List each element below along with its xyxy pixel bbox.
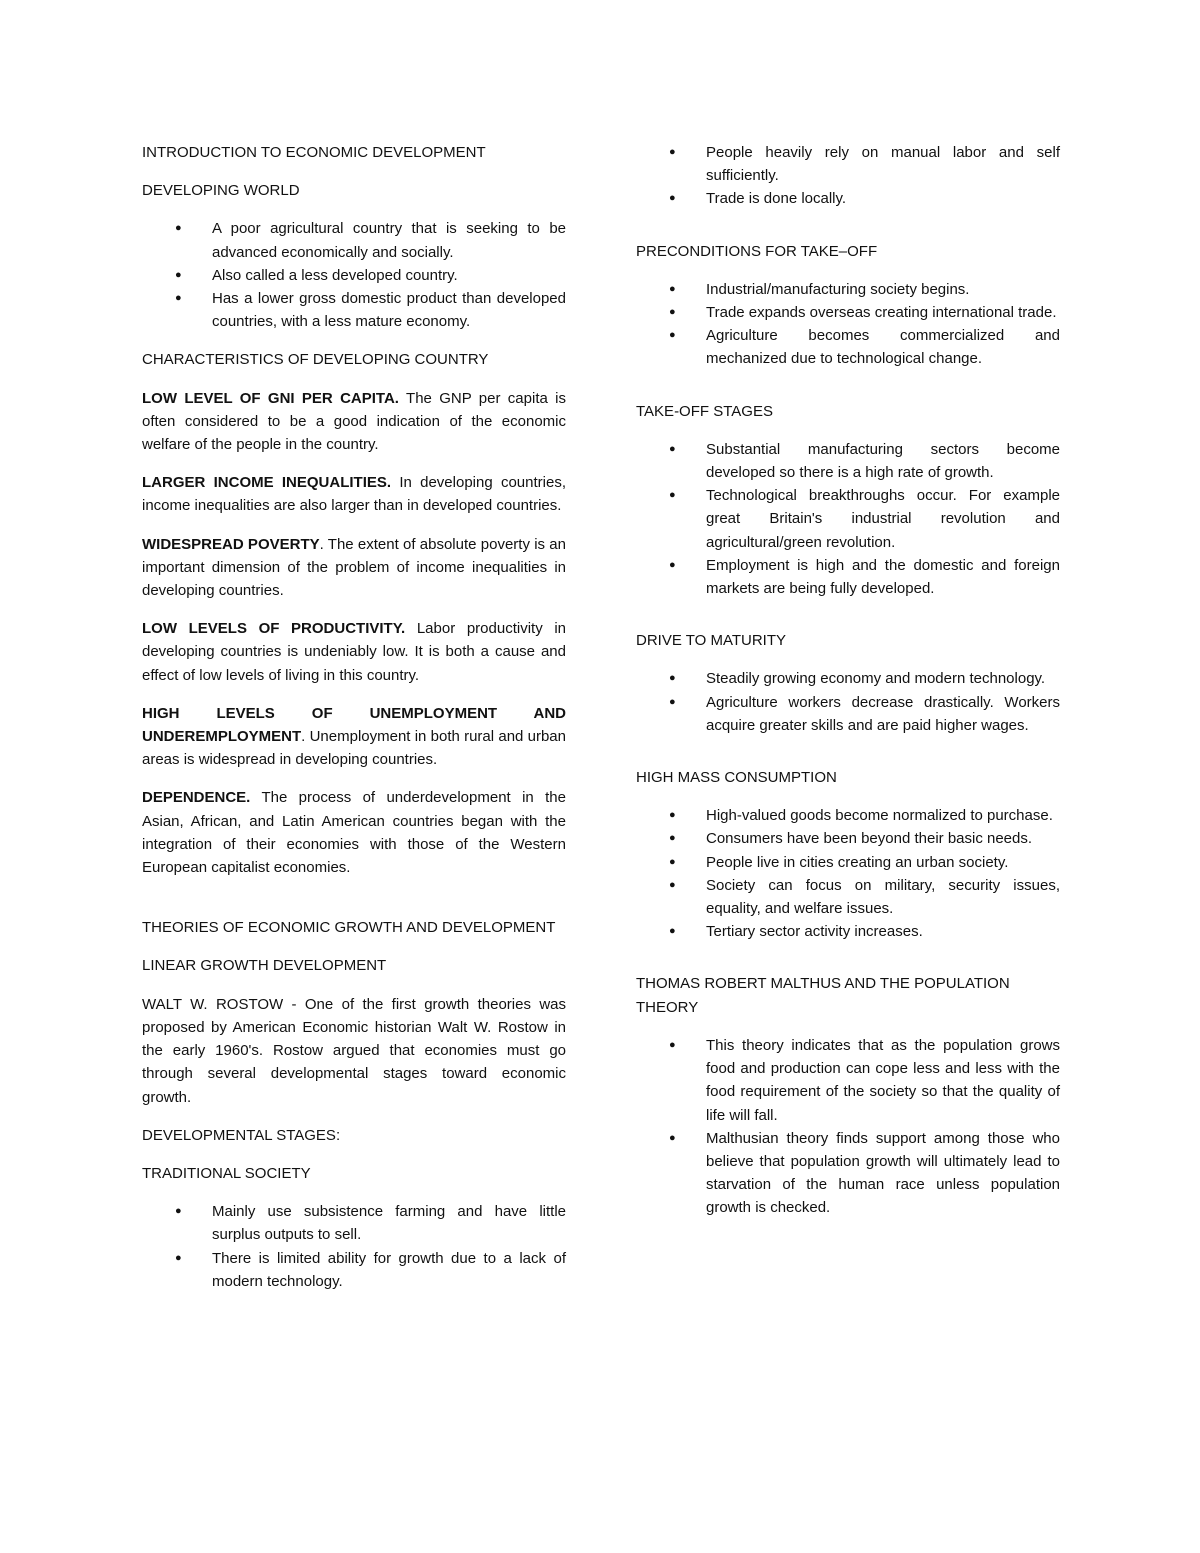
list-item-text: Mainly use subsistence farming and have little surplus outputs to sell. [212,1203,566,1244]
list-item [636,804,1060,827]
right-column [636,141,1060,1235]
list-item [636,1034,1060,1127]
list-item-text: A poor agricultural country that is seeking to be advanced economically and socially. [212,220,566,261]
bullet-icon: ● [669,832,676,845]
bullet-icon: ● [175,292,182,305]
list-item [636,827,1060,850]
rostow-paragraph [142,993,566,1109]
bullet-icon: ● [175,1205,182,1218]
list-item-text: Substantial manufacturing sectors become developed so there is a high rate of growth. [706,440,1060,482]
bullet-icon: ● [669,878,676,891]
characteristic-term: HIGH LEVELS OF UNEMPLOYMENT AND UNDEREMPLOYMENT [142,704,566,746]
list-item [636,141,1060,187]
characteristic-text: . The extent of absolute poverty is an important dimension of the problem of income inequalities in developing countries. [142,535,566,600]
list-item-text: People heavily rely on manual labor and self sufficiently. [706,144,1060,185]
list-item [636,667,1060,690]
list-item-text: High-valued goods become normalized to purchase. [706,807,1053,825]
preconditions-list [636,278,1060,371]
characteristic-term: WIDESPREAD POVERTY [142,535,320,553]
section-spacer [636,752,1060,766]
bullet-icon: ● [669,695,676,708]
characteristic-paragraph [142,471,566,517]
list-item [636,438,1060,484]
list-item-text: Industrial/manufacturing society begins. [706,280,970,298]
bullet-icon: ● [669,672,676,685]
section-spacer [636,615,1060,629]
list-item [636,484,1060,554]
bullet-icon: ● [669,146,676,158]
takeoff-list [636,438,1060,600]
developing-world-list [142,217,566,333]
bullet-icon: ● [669,329,676,342]
list-item-text: Employment is high and the domestic and foreign markets are being fully developed. [706,556,1060,598]
bullet-icon: ● [669,442,676,455]
list-item-text: Agriculture workers decrease drastically. Workers acquire greater skills and are paid higher wages. [706,693,1060,734]
left-column [142,141,566,1308]
malthus-list [636,1034,1060,1220]
traditional-society-list [142,1200,566,1293]
characteristic-text: The GNP per capita is often considered to be a good indication of the economic welfare of the people in the country. [142,389,566,454]
list-item [636,324,1060,370]
theories-heading [142,916,566,939]
list-item-text: People live in cities creating an urban society. [706,853,1009,871]
characteristic-term: LOW LEVEL OF GNI PER CAPITA. [142,389,399,407]
list-item [636,874,1060,920]
rostow-text: - One of the first growth theories was proposed by American Economic historian Walt W. Rostow in the early 1960's. Rostow argued that economies must go through several developmental stages toward economic growth. [142,995,566,1106]
list-item-text: Has a lower gross domestic product than developed countries, with a less mature economy. [212,290,566,331]
takeoff-heading: TAKE-OFF STAGES [636,402,773,420]
section-spacer [636,226,1060,240]
characteristic-term: LARGER INCOME INEQUALITIES. [142,474,392,492]
section-spacer [142,894,566,916]
list-item-text: Technological breakthroughs occur. For example great Britain's industrial revolution and agricultural/green revolution. [706,487,1060,551]
characteristic-text: Labor productivity in developing countries is undeniably low. It is both a cause and effect of low levels of living in this country. [142,620,566,684]
maturity-heading: DRIVE TO MATURITY [636,632,787,650]
section-spacer [636,958,1060,972]
bullet-icon: ● [669,925,676,938]
characteristic-paragraph [142,533,566,603]
list-item-text: Also called a less developed country. [212,266,458,284]
list-item-text: Tertiary sector activity increases. [706,923,923,941]
theories-heading-text: THEORIES OF ECONOMIC GROWTH AND DEVELOPMENT [142,919,556,937]
list-item [142,287,566,333]
bullet-icon: ● [669,489,676,502]
bullet-icon: ● [669,855,676,868]
consumption-heading: HIGH MASS CONSUMPTION [636,769,837,787]
developmental-stages-heading: DEVELOPMENTAL STAGES: [142,1126,341,1144]
characteristic-paragraph [142,387,566,457]
maturity-list [636,667,1060,737]
list-item-text: This theory indicates that as the population grows food and production can cope less and less with the food requirement of the society so that the quality of life will fall. [706,1036,1060,1124]
list-item [636,301,1060,324]
list-item [142,1200,566,1246]
developing-world-heading: DEVELOPING WORLD [142,182,300,200]
bullet-icon: ● [669,1131,676,1144]
list-item-text: Trade is done locally. [706,190,847,208]
list-item-text: Steadily growing economy and modern technology. [706,670,1046,688]
malthus-heading: THOMAS ROBERT MALTHUS AND THE POPULATION THEORY [636,975,1010,1016]
bullet-icon: ● [175,1251,182,1264]
list-item [636,278,1060,301]
characteristic-text: In developing countries, income inequalities are also larger than in developed countries. [142,474,566,515]
list-item-text: Trade expands overseas creating international trade. [706,304,1057,322]
list-item [636,851,1060,874]
list-item [636,920,1060,943]
bullet-icon: ● [175,268,182,281]
characteristic-term: LOW LEVELS OF PRODUCTIVITY. [142,620,406,638]
characteristic-paragraph [142,702,566,772]
list-item [636,691,1060,737]
list-item [142,264,566,287]
list-item-text: Malthusian theory finds support among those who believe that population growth will ultimately lead to starvation of the human race unless population growth is checked. [706,1129,1060,1217]
characteristics-heading: CHARACTERISTICS OF DEVELOPING COUNTRY [142,351,489,369]
bullet-icon: ● [669,558,676,571]
list-item [636,554,1060,600]
document-title: INTRODUCTION TO ECONOMIC DEVELOPMENT [142,144,486,161]
preconditions-heading: PRECONDITIONS FOR TAKE–OFF [636,242,878,260]
characteristic-paragraph [142,786,566,879]
bullet-icon: ● [669,192,676,205]
list-item-text: Agriculture becomes commercialized and mechanized due to technological change. [706,327,1060,368]
list-item [636,1127,1060,1220]
list-item-text: Consumers have been beyond their basic needs. [706,830,1033,848]
traditional-society-list-continued [636,141,1060,211]
list-item-text: There is limited ability for growth due to a lack of modern technology. [212,1249,566,1290]
consumption-list [636,804,1060,943]
bullet-icon: ● [669,809,676,822]
list-item [142,1247,566,1293]
bullet-icon: ● [175,222,182,235]
section-spacer [636,386,1060,400]
bullet-icon: ● [669,282,676,295]
list-item [636,187,1060,210]
rostow-term: WALT W. ROSTOW [142,995,284,1013]
list-item-text: Society can focus on military, security issues, equality, and welfare issues. [706,876,1060,918]
bullet-icon: ● [669,306,676,319]
characteristic-paragraph [142,617,566,687]
characteristic-term: DEPENDENCE. [142,789,251,807]
characteristic-text: . Unemployment in both rural and urban areas is widespread in developing countries. [142,728,566,769]
characteristic-text: The process of underdevelopment in the Asian, African, and Latin American countries began with the integration of their economies with those of the Western European capitalist economies. [142,789,566,877]
linear-growth-heading: LINEAR GROWTH DEVELOPMENT [142,957,387,975]
list-item [142,217,566,263]
bullet-icon: ● [669,1038,676,1051]
traditional-society-heading: TRADITIONAL SOCIETY [142,1164,311,1182]
